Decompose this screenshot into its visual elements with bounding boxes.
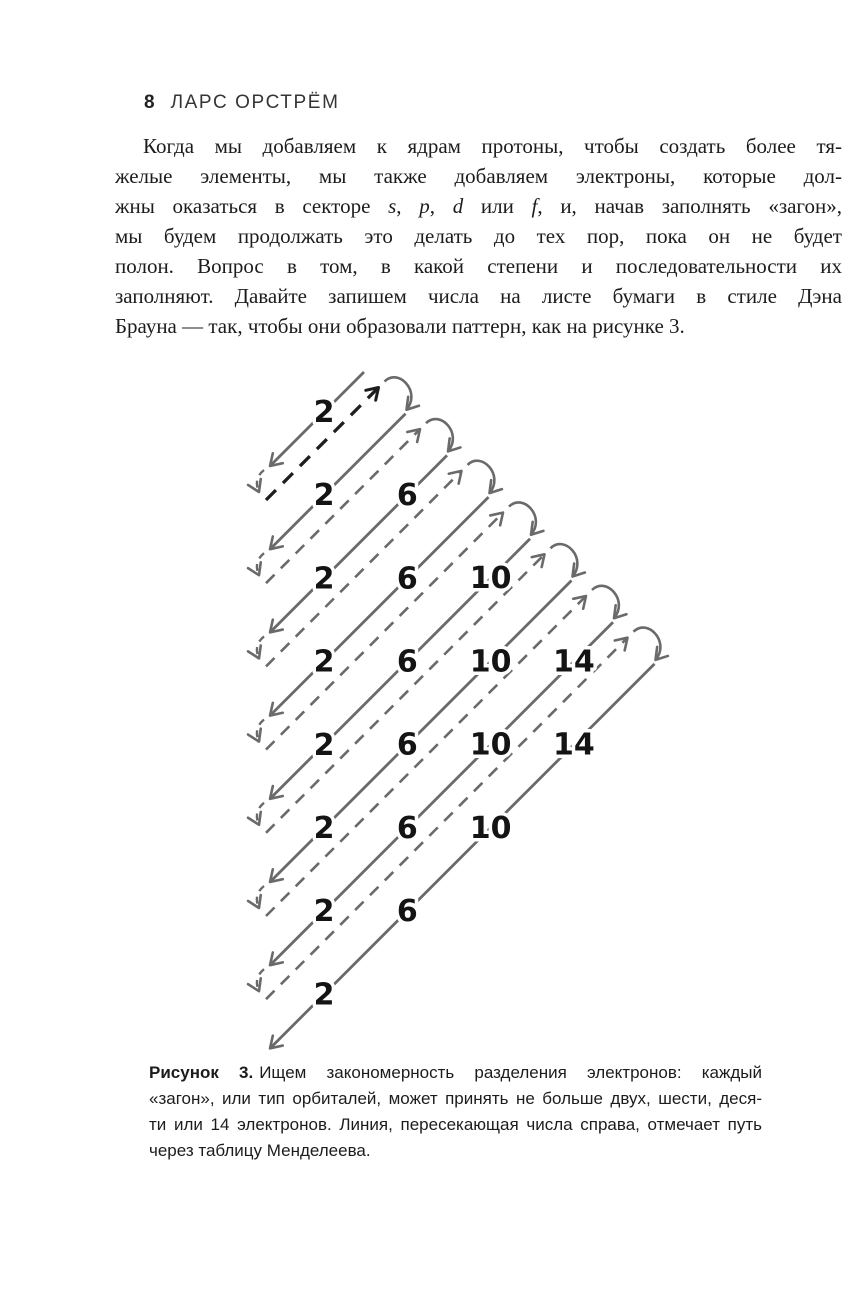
electron-count: 6 (396, 561, 418, 597)
caption-line: «загон», или тип орбиталей, может принять не больше двух, шести, деся- (149, 1089, 762, 1108)
caption-line: ти или 14 электронов. Линия, пересекающая числа справа, отмечает путь (149, 1115, 762, 1134)
loop-arc (385, 377, 412, 409)
turn-hook (257, 886, 264, 908)
electron-count: 6 (396, 810, 418, 846)
electron-count: 6 (396, 644, 418, 680)
page-number: 8 (144, 92, 155, 113)
loop-arc (592, 586, 619, 618)
loop-arc (634, 628, 661, 660)
turn-hook (257, 553, 264, 575)
electron-count: 2 (313, 395, 335, 430)
electron-count: 14 (553, 727, 595, 763)
electron-count: 10 (469, 727, 512, 763)
loop-arc (426, 419, 453, 451)
body-line: заполняют. Давайте запишем числа на листе бумаги в стиле Дэна (115, 284, 842, 308)
diagonal-arrow (270, 414, 406, 550)
electron-count: 6 (396, 478, 418, 514)
turn-hook (257, 470, 264, 492)
body-line: полон. Вопрос в том, в какой степени и последовательности их (115, 254, 842, 278)
electron-count: 2 (313, 977, 335, 1013)
running-title: ЛАРС ОРСТРЁМ (170, 92, 340, 113)
figure-caption (149, 1060, 762, 1164)
electron-count: 10 (469, 810, 512, 846)
body-line: Брауна — так, чтобы они образовали паттерн, как на рисунке 3. (115, 314, 685, 338)
electron-count: 2 (313, 478, 335, 514)
loop-arc (551, 544, 578, 576)
caption-line: через таблицу Менделеева. (149, 1141, 371, 1160)
body-line: жны оказаться в секторе s, p, d или f, и, начав заполнять «загон», (115, 194, 842, 218)
turn-hook (257, 803, 264, 825)
electron-count: 2 (313, 561, 335, 597)
turn-hook (257, 720, 264, 742)
electron-count: 2 (313, 894, 335, 930)
electron-count: 10 (469, 561, 512, 597)
turn-hook (257, 969, 264, 991)
turn-hook (257, 636, 264, 658)
caption-line: Рисунок 3. Ищем закономерность разделения электронов: каждый (149, 1063, 762, 1082)
electron-count: 6 (396, 727, 418, 763)
electron-count: 2 (313, 644, 335, 680)
electron-count: 2 (313, 811, 335, 846)
diagonal-arrow (270, 455, 447, 632)
loop-arc (468, 461, 495, 493)
electron-count: 14 (553, 644, 595, 680)
loop-arc (509, 502, 536, 534)
electron-count: 10 (469, 644, 512, 680)
body-line: желые элементы, мы также добавляем электроны, которые дол- (115, 164, 842, 188)
diagonal-arrow (270, 497, 489, 715)
body-line: мы будем продолжать это делать до тех пор, пока он не будет (115, 224, 842, 248)
body-line: Когда мы добавляем к ядрам протоны, чтобы создать более тя- (143, 134, 842, 158)
figure-caption-label: Рисунок 3. (149, 1063, 254, 1082)
electron-count: 6 (396, 894, 418, 930)
electron-count: 2 (313, 727, 335, 763)
